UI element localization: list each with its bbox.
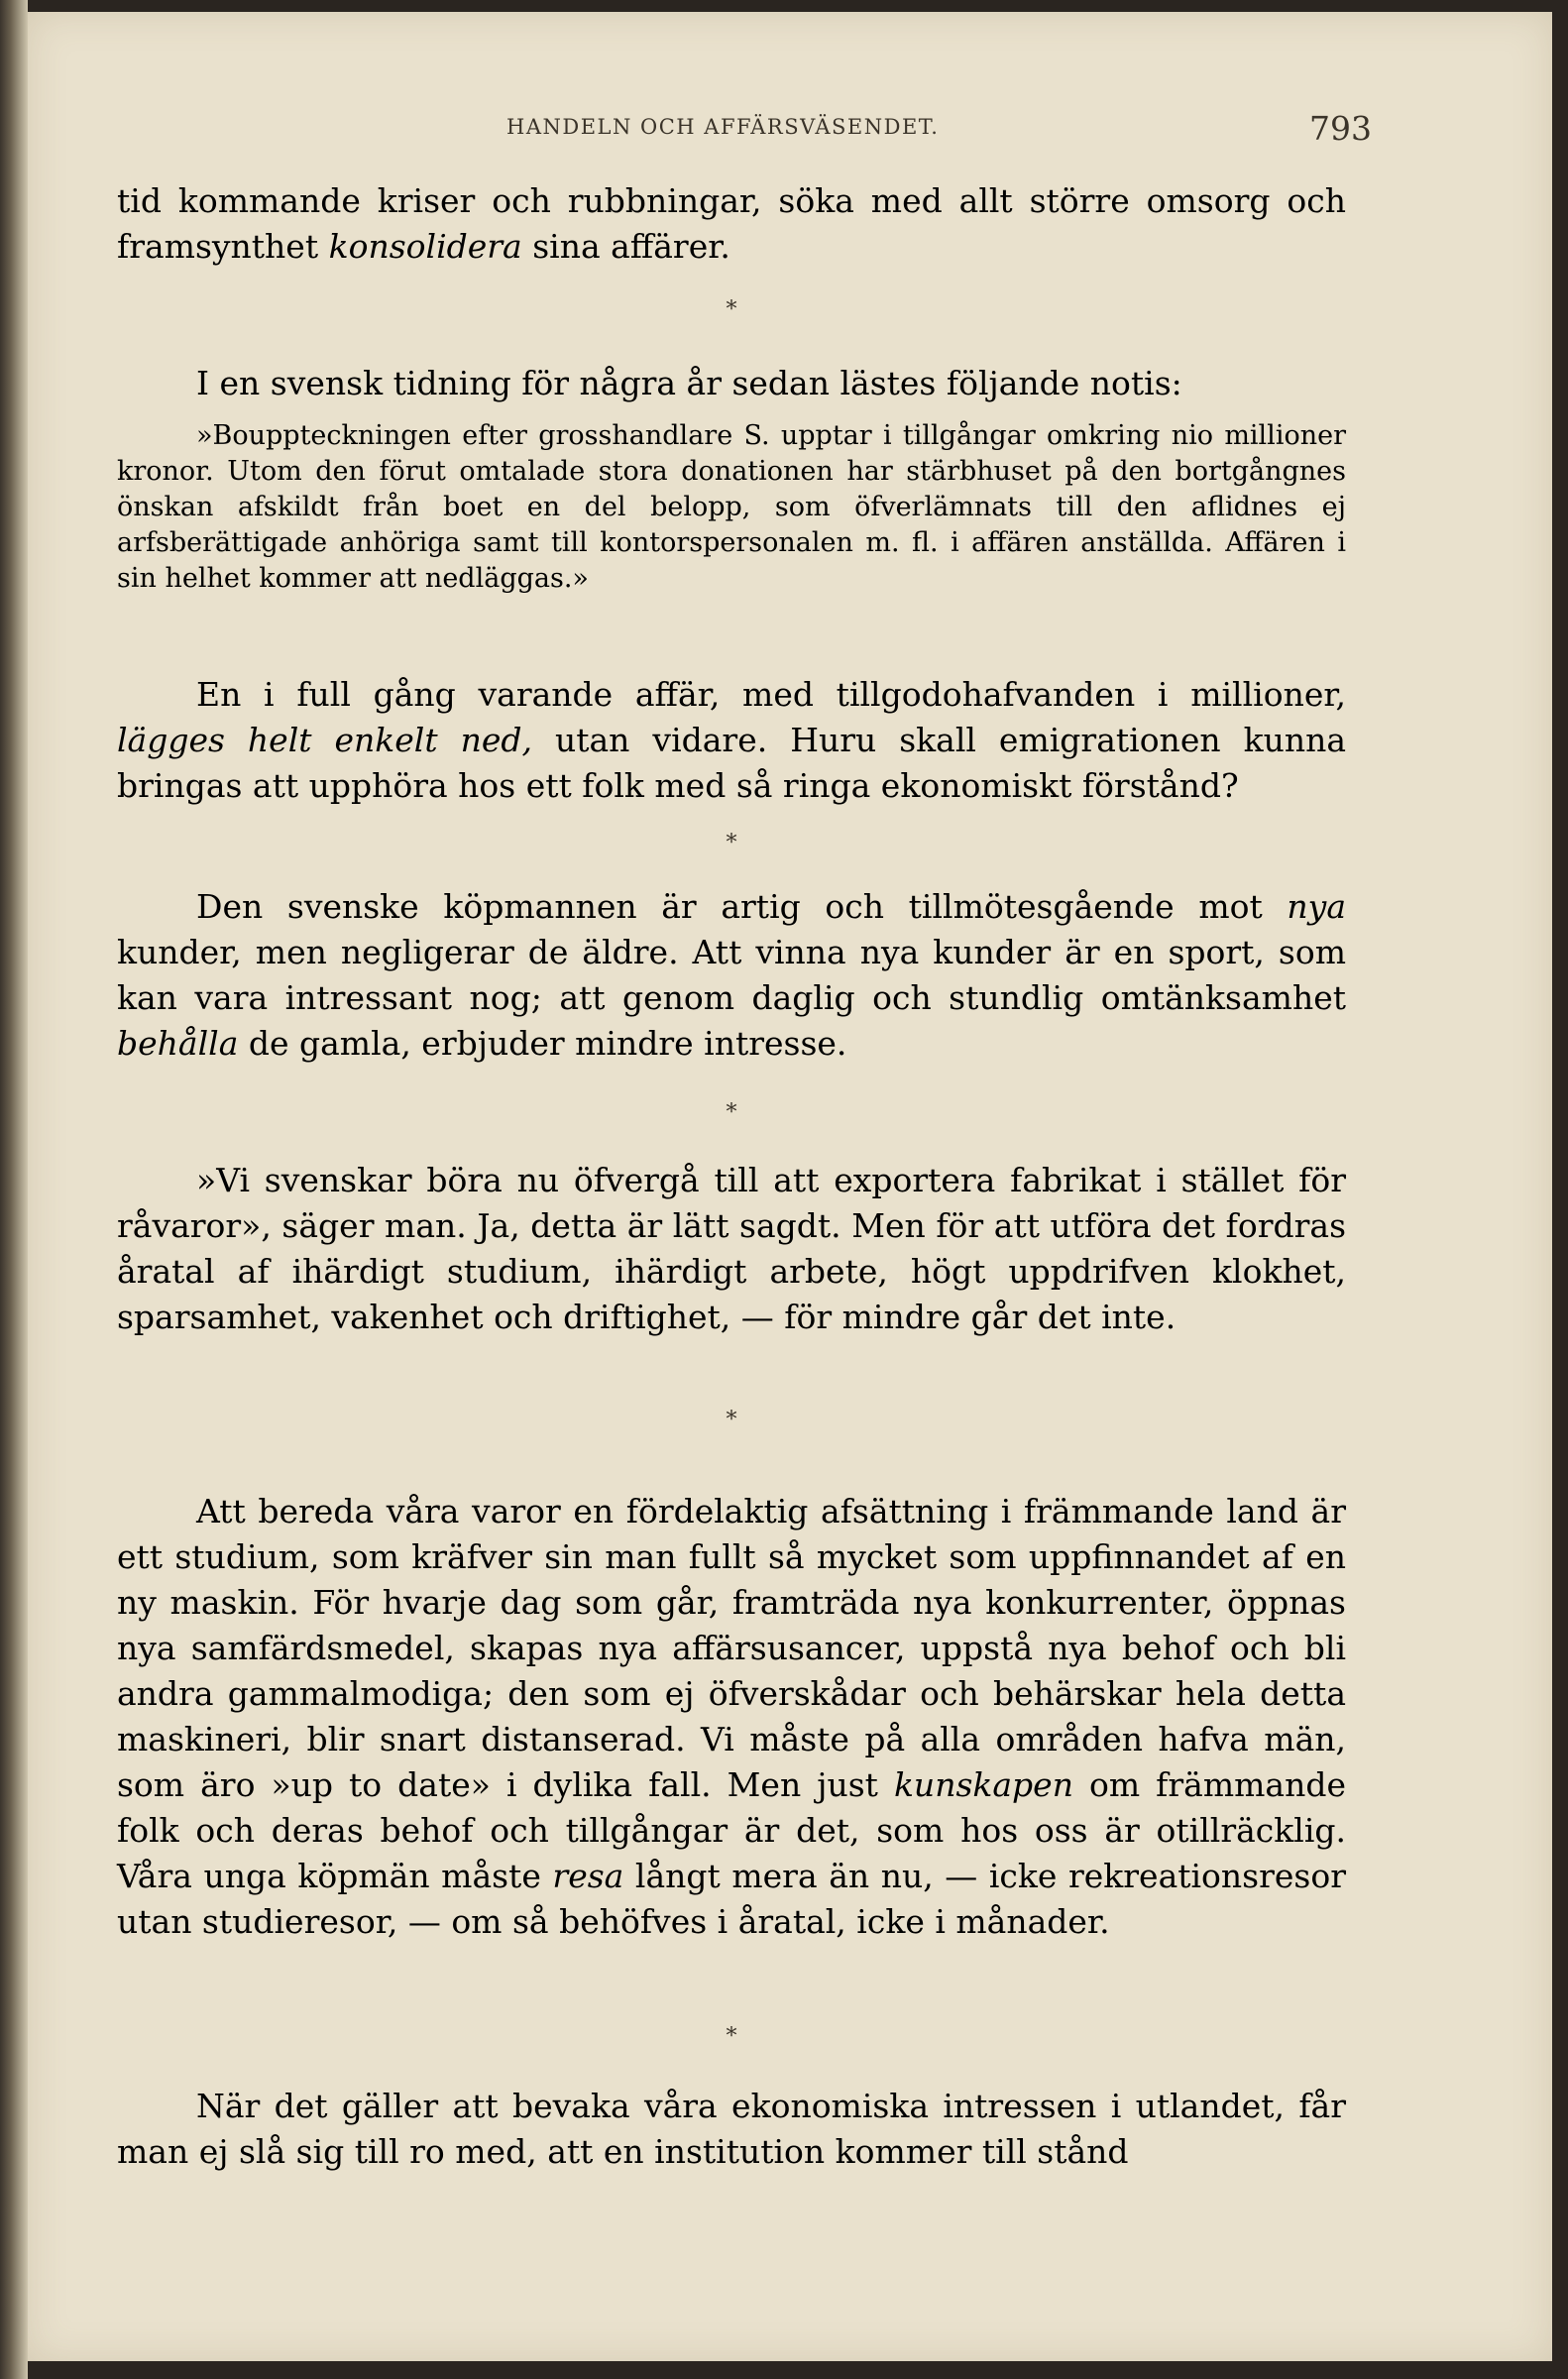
book-page [28, 12, 1552, 2361]
section-separator-2: * [726, 831, 737, 855]
running-title: HANDELN OCH AFFÄRSVÄSENDET. [506, 115, 940, 139]
section-separator-4: * [726, 1408, 737, 1432]
paragraph-6-text-a: Att bereda våra varor en fördelaktig afsättning i främmande land är ett studium, som kräfver sin man fullt så mycket som uppfinnandet af en ny maskin. För hvarje dag som går, framträda nya konkurrenter, öppnas nya samfärdsmedel, skapas nya affärsusancer, uppstå nya behof och bli andra gammalmodiga; den som ej öfverskådar och behärskar hela detta maskineri, blir snart distanserad. Vi måste på alla områden hafva män, som äro »up to date» i dylika fall. Men just [117, 1492, 1346, 1804]
book-binding-edge [0, 0, 28, 2379]
paragraph-1 [117, 178, 1346, 270]
section-separator-1: * [726, 297, 737, 322]
paragraph-4-text-c: de gamla, erbjuder mindre intresse. [238, 1024, 847, 1063]
quoted-notice: »Bouppteckningen efter grosshandlare S. upptar i tillgångar omkring nio millioner kronor. Utom den förut omtalade stora donationen har stärbhuset på den bortgångnes önskan afskildt från boet en del belopp, som öfverlämnats till den aflidnes ej arfsberättigade anhöriga samt till kontorspersonalen m. fl. i affären anställda. Affären i sin helhet kommer att nedläggas.» [117, 420, 1346, 594]
paragraph-3 [117, 672, 1346, 809]
paragraph-6-text-c: långt mera än nu, — icke rekreationsresor utan studieresor, — om så behöfves i åratal, icke i månader. [117, 1857, 1346, 1941]
paragraph-6 [117, 1489, 1346, 1945]
paragraph-6-text-b: om främmande folk och deras behof och tillgångar är det, som hos oss är otillräcklig. Våra unga köpmän måste [117, 1765, 1346, 1895]
paragraph-4-emphasis-a: nya [1287, 887, 1346, 926]
section-separator-5: * [726, 2024, 737, 2049]
page-number: 793 [1309, 109, 1372, 148]
paragraph-6-emphasis-a: kunskapen [893, 1765, 1073, 1804]
paragraph-4 [117, 884, 1346, 1067]
paragraph-3-emphasis: lägges helt enkelt ned, [117, 721, 533, 759]
paragraph-3-text-b: utan vidare. Huru skall emigrationen kunna bringas att upphöra hos ett folk med så ringa ekonomiskt förstånd? [117, 721, 1347, 805]
paragraph-4-emphasis-b: behålla [117, 1024, 239, 1063]
paragraph-1-emphasis: konsolidera [328, 227, 522, 266]
paragraph-1-text-a: tid kommande kriser och rubbningar, söka med allt större omsorg och framsynthet [117, 181, 1346, 266]
paragraph-7: När det gäller att bevaka våra ekonomiska intressen i utlandet, får man ej slå sig till ro med, att en institution kommer till stånd [117, 2087, 1346, 2171]
paragraph-1-text-b: sina affärer. [521, 227, 730, 266]
paragraph-4-text-b: kunder, men negligerar de äldre. Att vinna nya kunder är en sport, som kan vara intressant nog; att genom daglig och stundlig omtänksamhet [117, 933, 1346, 1017]
running-head [145, 109, 1374, 155]
paragraph-2: I en svensk tidning för några år sedan lästes följande notis: [196, 364, 1182, 402]
section-separator-3: * [726, 1100, 737, 1125]
paragraph-6-emphasis-b: resa [552, 1857, 624, 1895]
paragraph-3-text-a: En i full gång varande affär, med tillgodohafvanden i millioner, [196, 675, 1346, 714]
paragraph-5: »Vi svenskar böra nu öfvergå till att exportera fabrikat i stället för råvaror», säger man. Ja, detta är lätt sagdt. Men för att utföra det fordras åratal af ihärdigt studium, ihärdigt arbete, högt uppdrifven klokhet, sparsamhet, vakenhet och driftighet, — för mindre går det inte. [117, 1161, 1346, 1336]
scan-top-edge [0, 0, 1568, 12]
paragraph-4-text-a: Den svenske köpmannen är artig och tillmötesgående mot [196, 887, 1288, 926]
